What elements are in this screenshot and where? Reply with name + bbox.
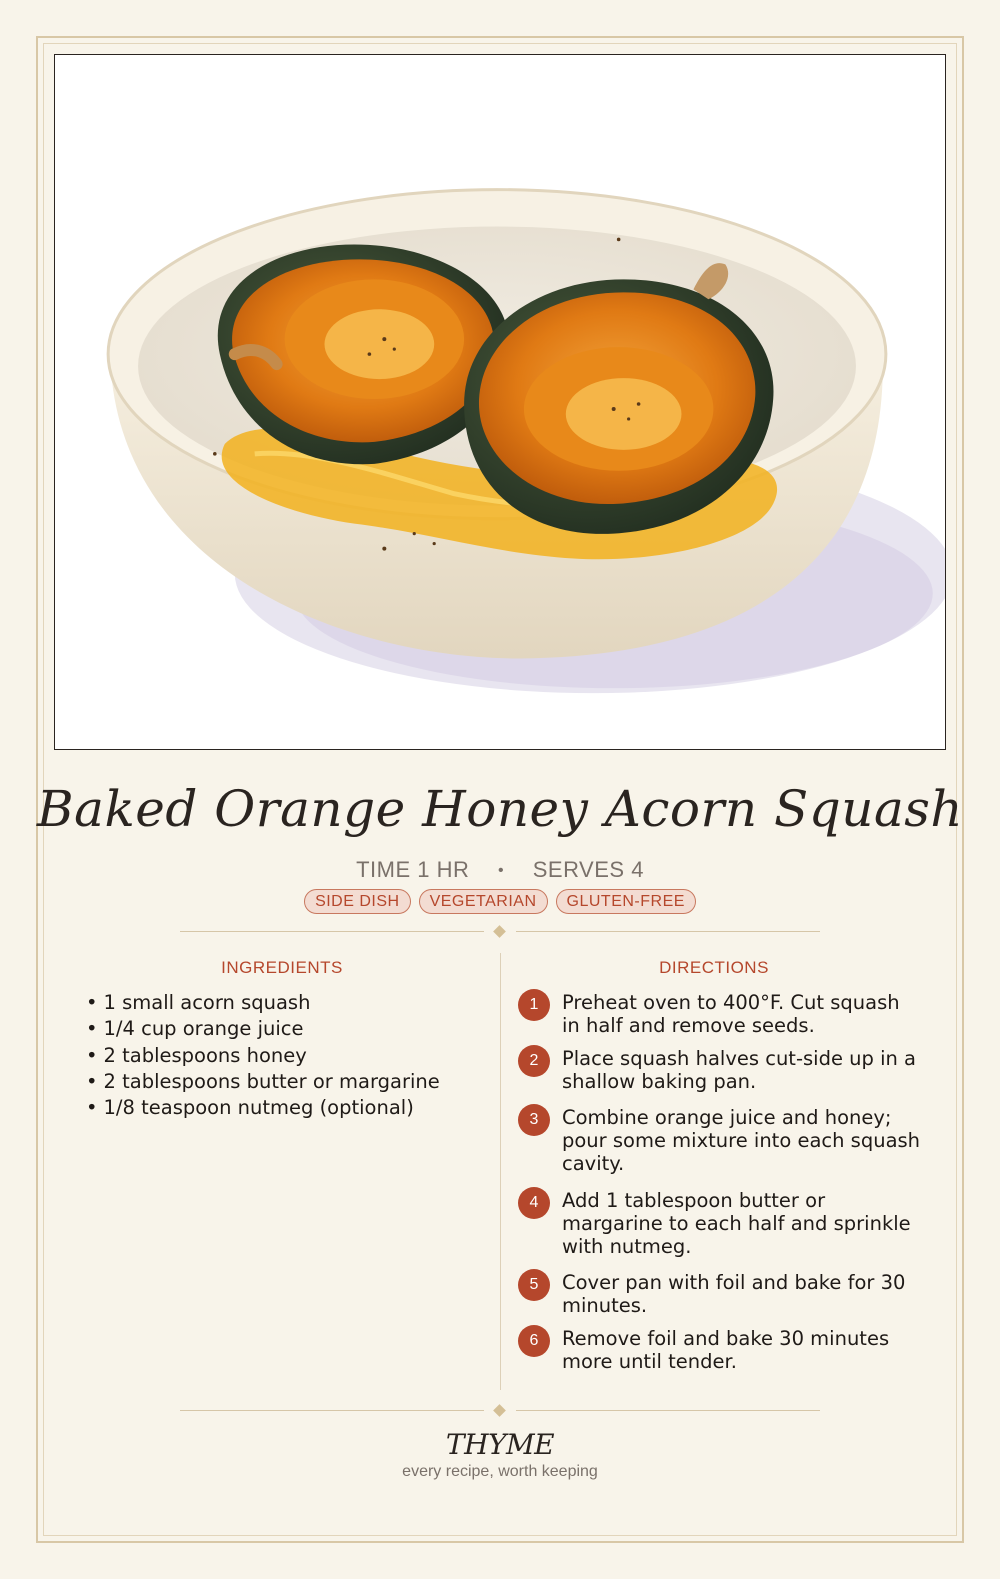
step-text: Preheat oven to 400°F. Cut squash in half and remove seeds. — [562, 991, 900, 1037]
divider-bottom — [180, 1404, 820, 1418]
step-number-badge: 1 — [518, 989, 550, 1021]
ingredients-list — [86, 990, 486, 1121]
divider-diamond-icon — [493, 925, 506, 938]
squash-bowl-illustration — [55, 55, 945, 749]
divider-line — [516, 931, 820, 932]
serves-label: SERVES 4 — [532, 857, 644, 882]
tag-gluten-free[interactable]: GLUTEN-FREE — [556, 889, 696, 914]
ingredients-heading: INGREDIENTS — [221, 958, 343, 977]
divider-line — [516, 1410, 820, 1411]
step-text: Remove foil and bake 30 minutes more until tender. — [562, 1327, 890, 1373]
list-item: • 2 tablespoons honey — [86, 1043, 486, 1069]
step-text: Combine orange juice and honey; pour some mixture into each squash cavity. — [562, 1106, 921, 1175]
brand-logo: THYME — [445, 1428, 555, 1461]
step-number-badge: 3 — [518, 1104, 550, 1136]
meta-separator: • — [497, 862, 505, 879]
divider-line — [180, 931, 484, 932]
step-number-badge: 6 — [518, 1325, 550, 1357]
list-item: • 2 tablespoons butter or margarine — [86, 1069, 486, 1095]
step-number-badge: 5 — [518, 1269, 550, 1301]
divider-diamond-icon — [493, 1404, 506, 1417]
list-item: • 1 small acorn squash — [86, 990, 486, 1016]
recipe-title: Baked Orange Honey Acorn Squash — [36, 780, 964, 838]
tag-list — [0, 889, 1000, 914]
time-label: TIME 1 HR — [356, 857, 470, 882]
divider-top — [180, 925, 820, 939]
hero-illustration — [54, 54, 946, 750]
column-separator — [500, 953, 501, 1390]
recipe-meta — [0, 857, 1000, 883]
step-number-badge: 4 — [518, 1187, 550, 1219]
tag-side-dish[interactable]: SIDE DISH — [304, 889, 411, 914]
directions-heading: DIRECTIONS — [659, 958, 769, 977]
step-text: Place squash halves cut-side up in a shallow baking pan. — [562, 1047, 916, 1093]
list-item: • 1/8 teaspoon nutmeg (optional) — [86, 1095, 486, 1121]
list-item: • 1/4 cup orange juice — [86, 1016, 486, 1042]
brand-tagline: every recipe, worth keeping — [402, 1463, 598, 1480]
step-text: Cover pan with foil and bake for 30 minutes. — [562, 1271, 906, 1317]
step-number-badge: 2 — [518, 1045, 550, 1077]
divider-line — [180, 1410, 484, 1411]
step-text: Add 1 tablespoon butter or margarine to each half and sprinkle with nutmeg. — [562, 1189, 911, 1258]
tag-vegetarian[interactable]: VEGETARIAN — [419, 889, 548, 914]
